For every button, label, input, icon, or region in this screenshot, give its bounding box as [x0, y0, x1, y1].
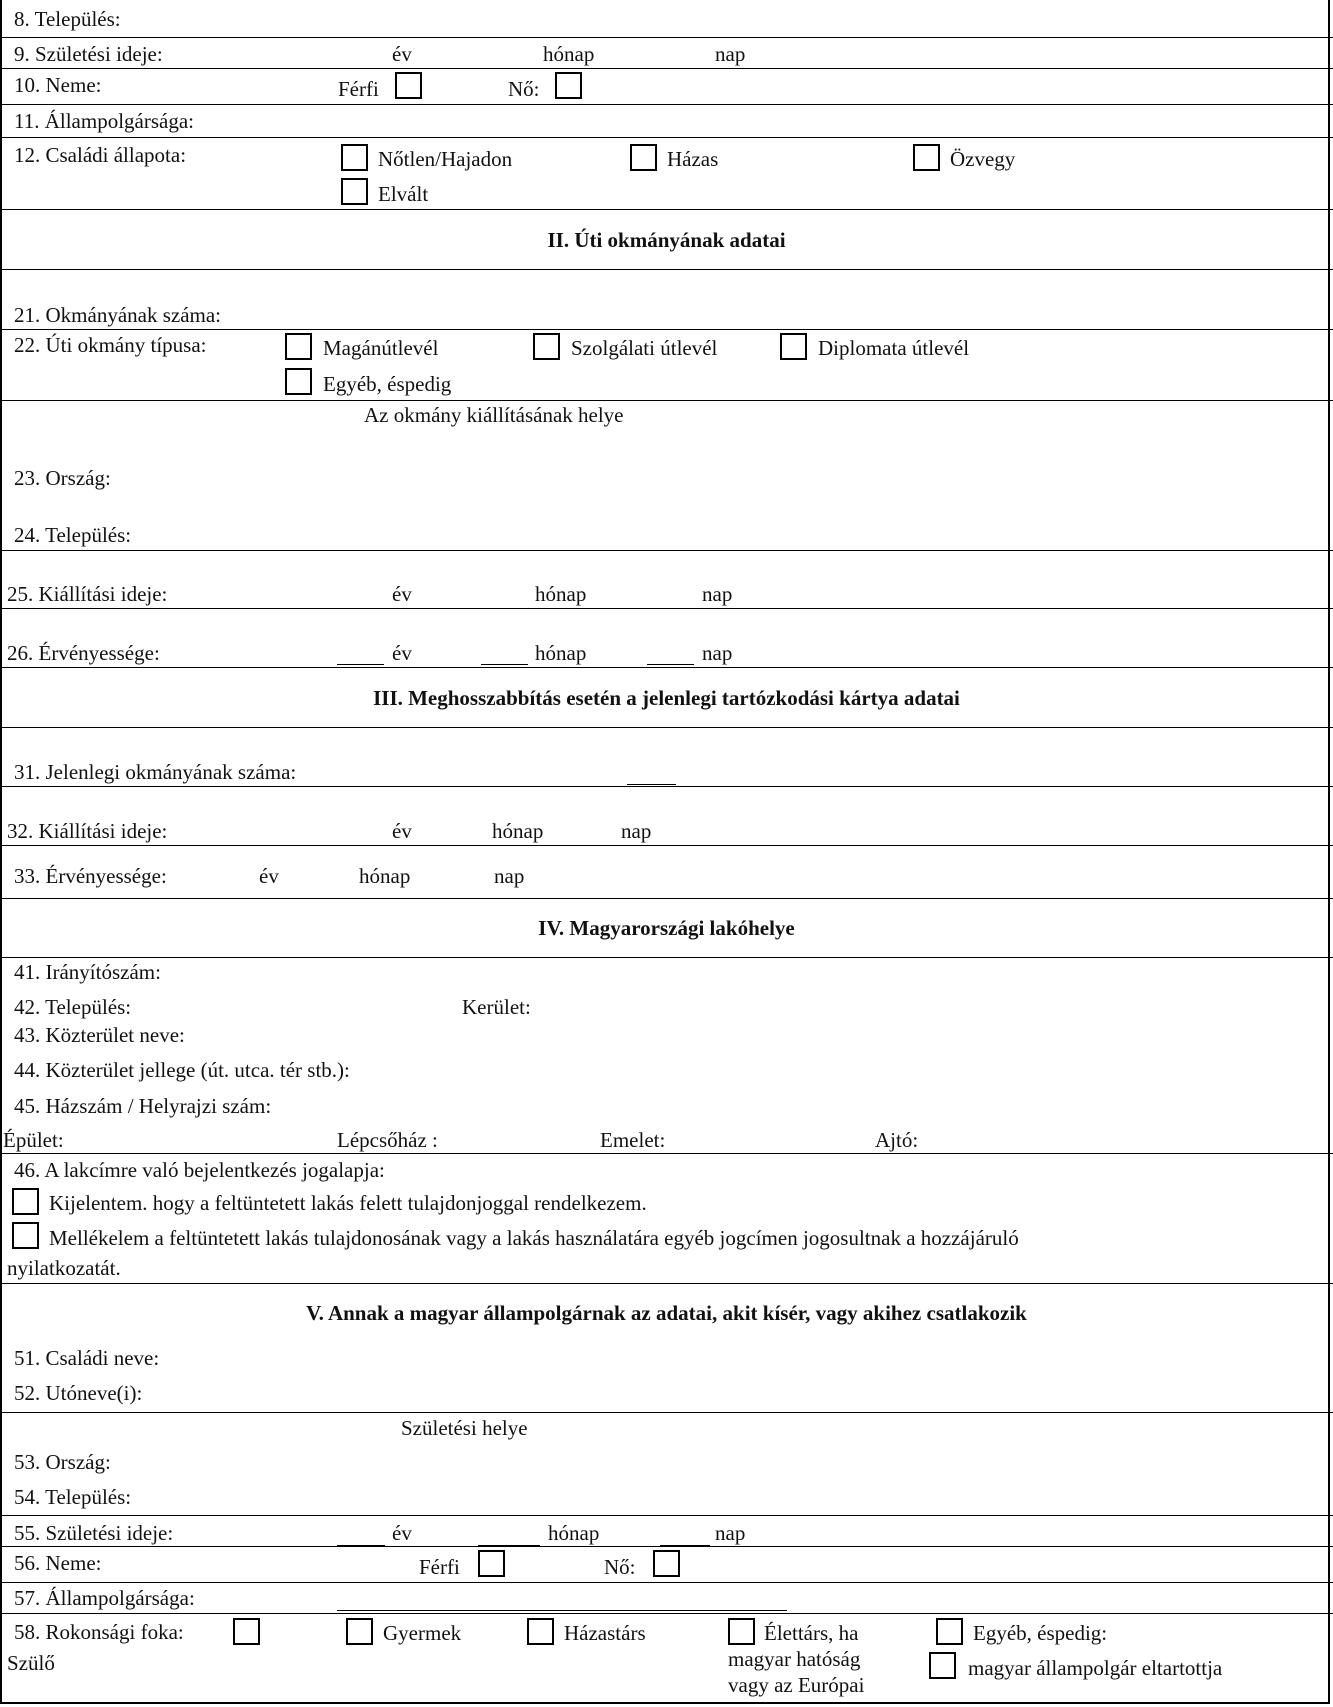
companion-birth-day-blank[interactable] [660, 1545, 710, 1546]
section-5-title: V. Annak a magyar állampolgárnak az adatai, akit kísér, vagy akihez csatlakozik [306, 1301, 1027, 1325]
door-label: Ajtó: [875, 1128, 919, 1152]
consent-checkbox[interactable] [12, 1222, 39, 1249]
current-doc-number-blank[interactable] [627, 784, 676, 785]
status-single-label: Nőtlen/Hajadon [378, 147, 513, 171]
relation-dependent-checkbox[interactable] [929, 1652, 956, 1679]
companion-citizenship-blank[interactable] [337, 1610, 787, 1611]
relation-child-checkbox[interactable] [346, 1618, 373, 1645]
doctype-diplomatic-checkbox[interactable] [780, 333, 807, 360]
status-single-checkbox[interactable] [341, 144, 368, 171]
field-label-11: 11. Állampolgársága: [14, 109, 195, 133]
status-widowed-label: Özvegy [950, 147, 1016, 171]
relation-parent-label: Szülő [7, 1651, 55, 1675]
field-label-54: 54. Település: [14, 1485, 132, 1509]
companion-birth-month-label: hónap [548, 1521, 600, 1545]
row-divider [0, 1582, 1333, 1583]
validity-day-blank[interactable] [647, 664, 694, 665]
doctype-other-label: Egyéb, éspedig [323, 372, 452, 396]
floor-label: Emelet: [600, 1128, 666, 1152]
field-label-12: 12. Családi állapota: [14, 143, 187, 167]
relation-dependent-label: magyar állampolgár eltartottja [968, 1656, 1223, 1680]
ownership-label: Kijelentem. hogy a feltüntetett lakás felett tulajdonjoggal rendelkezem. [49, 1191, 647, 1215]
status-widowed-checkbox[interactable] [913, 144, 940, 171]
row-divider [0, 667, 1333, 668]
current-issue-month-label: hónap [492, 819, 544, 843]
gender-male-label: Férfi [338, 77, 379, 101]
birth-day-label: nap [715, 42, 746, 66]
field-label-45: 45. Házszám / Helyrajzi szám: [14, 1094, 272, 1118]
relation-spouse-label: Házastárs [564, 1621, 646, 1645]
section-4-title: IV. Magyarországi lakóhelye [538, 916, 795, 940]
relation-other-checkbox[interactable] [936, 1618, 963, 1645]
status-married-checkbox[interactable] [630, 144, 657, 171]
field-label-46: 46. A lakcímre való bejelentkezés jogalapja: [14, 1158, 385, 1182]
relation-spouse-checkbox[interactable] [527, 1618, 554, 1645]
relation-parent-checkbox[interactable] [233, 1618, 260, 1645]
field-label-53: 53. Ország: [14, 1450, 111, 1474]
current-validity-year-label: év [259, 864, 279, 888]
district-label: Kerület: [462, 995, 531, 1019]
companion-birth-year-label: év [392, 1521, 412, 1545]
issue-day-label: nap [702, 582, 733, 606]
row-divider [0, 209, 1333, 210]
field-label-51: 51. Családi neve: [14, 1346, 160, 1370]
field-label-25: 25. Kiállítási ideje: [7, 582, 168, 606]
birth-place-heading: Születési helye [401, 1416, 528, 1440]
field-label-43: 43. Közterület neve: [14, 1023, 185, 1047]
companion-female-checkbox[interactable] [653, 1550, 680, 1577]
validity-month-blank[interactable] [481, 664, 528, 665]
gender-male-checkbox[interactable] [395, 72, 422, 99]
field-label-24: 24. Település: [14, 523, 132, 547]
field-label-21: 21. Okmányának száma: [14, 303, 222, 327]
field-label-32: 32. Kiállítási ideje: [7, 819, 168, 843]
current-issue-year-label: év [392, 819, 412, 843]
field-label-9: 9. Születési ideje: [14, 42, 163, 66]
validity-month-label: hónap [535, 641, 587, 665]
field-label-57: 57. Állampolgársága: [14, 1586, 195, 1610]
field-label-44: 44. Közterület jellege (út. utca. tér stb.): [14, 1058, 350, 1082]
current-validity-month-label: hónap [359, 864, 411, 888]
companion-male-label: Férfi [419, 1555, 460, 1579]
row-divider [0, 1546, 1333, 1547]
row-divider [0, 68, 1333, 69]
row-divider [0, 1613, 1333, 1614]
field-label-23: 23. Ország: [14, 466, 111, 490]
row-divider [0, 1153, 1333, 1154]
companion-female-label: Nő: [604, 1555, 636, 1579]
doctype-diplomatic-label: Diplomata útlevél [818, 336, 970, 360]
field-label-8: 8. Település: [14, 7, 121, 31]
section-3-title: III. Meghosszabbítás esetén a jelenlegi tartózkodási kártya adatai [373, 686, 960, 710]
gender-female-label: Nő: [508, 77, 540, 101]
issue-place-heading: Az okmány kiállításának helye [364, 403, 624, 427]
field-label-33: 33. Érvényessége: [14, 864, 167, 888]
row-divider [0, 957, 1333, 958]
status-divorced-label: Elvált [378, 182, 429, 206]
field-label-56: 56. Neme: [14, 1551, 102, 1575]
field-label-58: 58. Rokonsági foka: [14, 1620, 184, 1644]
companion-birth-day-label: nap [715, 1521, 746, 1545]
field-label-42: 42. Település: [14, 995, 132, 1019]
doctype-private-checkbox[interactable] [285, 333, 312, 360]
row-divider [0, 104, 1333, 105]
field-label-10: 10. Neme: [14, 73, 102, 97]
issue-year-label: év [392, 582, 412, 606]
row-divider [0, 1412, 1333, 1413]
row-divider [0, 37, 1333, 38]
ownership-checkbox[interactable] [12, 1188, 39, 1215]
issue-month-label: hónap [535, 582, 587, 606]
field-label-31: 31. Jelenlegi okmányának száma: [14, 760, 297, 784]
field-label-52: 52. Utóneve(i): [14, 1381, 143, 1405]
row-divider [0, 269, 1333, 270]
row-divider [0, 550, 1333, 551]
field-label-55: 55. Születési ideje: [14, 1521, 174, 1545]
doctype-service-label: Szolgálati útlevél [571, 336, 718, 360]
birth-year-label: év [392, 42, 412, 66]
field-label-26: 26. Érvényessége: [7, 641, 160, 665]
relation-partner-label: Élettárs, ha magyar hatóság vagy az Európai [728, 1621, 865, 1697]
section-2-title: II. Úti okmányának adatai [547, 228, 786, 252]
field-label-41: 41. Irányítószám: [14, 960, 161, 984]
companion-birth-month-blank[interactable] [478, 1545, 540, 1546]
row-divider [0, 329, 1333, 330]
doctype-service-checkbox[interactable] [533, 333, 560, 360]
status-married-label: Házas [667, 147, 719, 171]
companion-male-checkbox[interactable] [478, 1550, 505, 1577]
validity-year-label: év [392, 641, 412, 665]
doctype-private-label: Magánútlevél [323, 336, 439, 360]
row-divider [0, 400, 1333, 401]
doctype-other-checkbox[interactable] [285, 368, 312, 395]
row-divider [0, 786, 1333, 787]
relation-child-label: Gyermek [383, 1621, 462, 1645]
consent-label-cont: nyilatkozatát. [7, 1256, 121, 1280]
birth-month-label: hónap [543, 42, 595, 66]
row-divider [0, 608, 1333, 609]
row-divider [0, 137, 1333, 138]
status-divorced-checkbox[interactable] [341, 178, 368, 205]
validity-day-label: nap [702, 641, 733, 665]
relation-other-label: Egyéb, éspedig: [973, 1621, 1108, 1645]
row-divider [0, 898, 1333, 899]
row-divider [0, 1283, 1333, 1284]
staircase-label: Lépcsőház : [337, 1128, 438, 1152]
companion-birth-year-blank[interactable] [337, 1545, 385, 1546]
row-divider [0, 727, 1333, 728]
gender-female-checkbox[interactable] [555, 72, 582, 99]
row-divider [0, 1515, 1333, 1516]
current-issue-day-label: nap [621, 819, 652, 843]
current-validity-day-label: nap [494, 864, 525, 888]
validity-year-blank[interactable] [337, 664, 384, 665]
row-divider [0, 845, 1333, 846]
field-label-22: 22. Úti okmány típusa: [14, 333, 207, 357]
consent-label: Mellékelem a feltüntetett lakás tulajdonosának vagy a lakás használatára egyéb jogcímen jogosultnak a hozzájáruló [49, 1226, 1019, 1250]
building-label: Épület: [3, 1128, 64, 1152]
